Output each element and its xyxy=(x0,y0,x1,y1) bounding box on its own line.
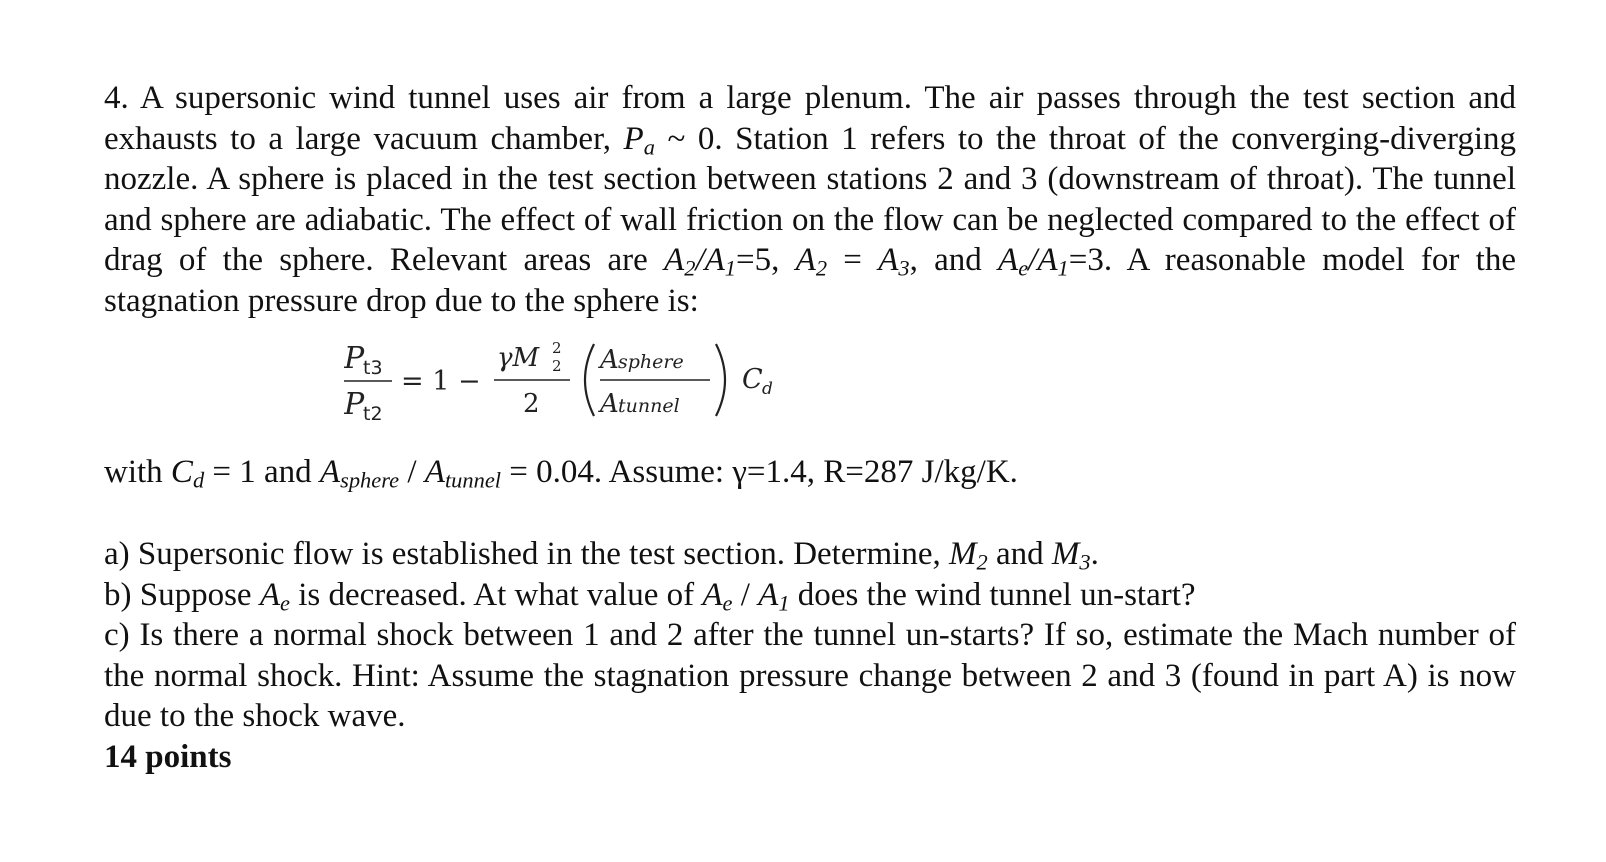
eq-gamma-m-sub: 2 xyxy=(552,357,562,375)
part-c: c) Is there a normal shock between 1 and 2 after the tunnel un-starts? If so, estimate the Mach number of the normal shock. Hint: Assume the stagnation pressure change between 2 and 3 (found in part A) is now due to the shock wave. xyxy=(104,617,1516,734)
eq-area-den-sub: tunnel xyxy=(618,395,680,417)
eq-lhs-num: P xyxy=(344,341,365,376)
eq-lhs-den-sub: t2 xyxy=(363,403,383,420)
eq-area-num: A xyxy=(600,345,619,375)
eq-gamma-m: γM xyxy=(497,343,540,373)
eq-two: 2 xyxy=(523,389,540,419)
problem-intro: 4. A supersonic wind tunnel uses air from a large plenum. The air passes through the test section and exhausts to a large vacuum chamber, $P_a$ ~ 0. Station 1 refers to the throat of the converging-diverging nozzle. A sphere is placed in the test section between stations 2 and 3 (downstream of throat). The tunnel and sphere are adiabatic. The effect of wall friction on the flow can be neglected compared to the effect of drag of the sphere. Relevant areas are $A_2/A_1=5$, $A_2 = A_3$, and $A_e/A_1=3$. A reasonable model for the stagnation pressure drop due to the sphere is: xyxy=(104,80,1517,319)
eq-left-paren xyxy=(585,344,594,416)
eq-cd-sub: d xyxy=(762,379,773,399)
eq-gamma-m-sup: 2 xyxy=(552,340,562,357)
eq-lhs-num-sub: t3 xyxy=(363,357,383,379)
stagnation-pressure-equation xyxy=(344,340,864,420)
problem-parts xyxy=(104,534,1516,777)
eq-area-num-sub: sphere xyxy=(618,351,684,373)
part-a: a) Supersonic flow is established in the test section. Determine, $M_2$ and $M_3$. xyxy=(104,536,1099,575)
eq-lhs-den: P xyxy=(344,387,365,420)
eq-cd: C xyxy=(742,364,763,395)
problem-page xyxy=(104,78,1517,775)
given-values-line: with $C_d = 1$ and $A_{sphere} / A_{tunnel} = 0.04$. Assume: γ=1.4, R=287 J/kg/K. xyxy=(104,454,1018,493)
points-label: 14 points xyxy=(104,738,232,775)
eq-equals-one-minus: = 1 − xyxy=(401,366,481,397)
part-b: b) Suppose $A_e$ is decreased. At what value of $A_e / A_1$ does the wind tunnel un-start? xyxy=(104,576,1196,616)
eq-right-paren xyxy=(716,344,725,416)
eq-area-den: A xyxy=(600,389,619,419)
